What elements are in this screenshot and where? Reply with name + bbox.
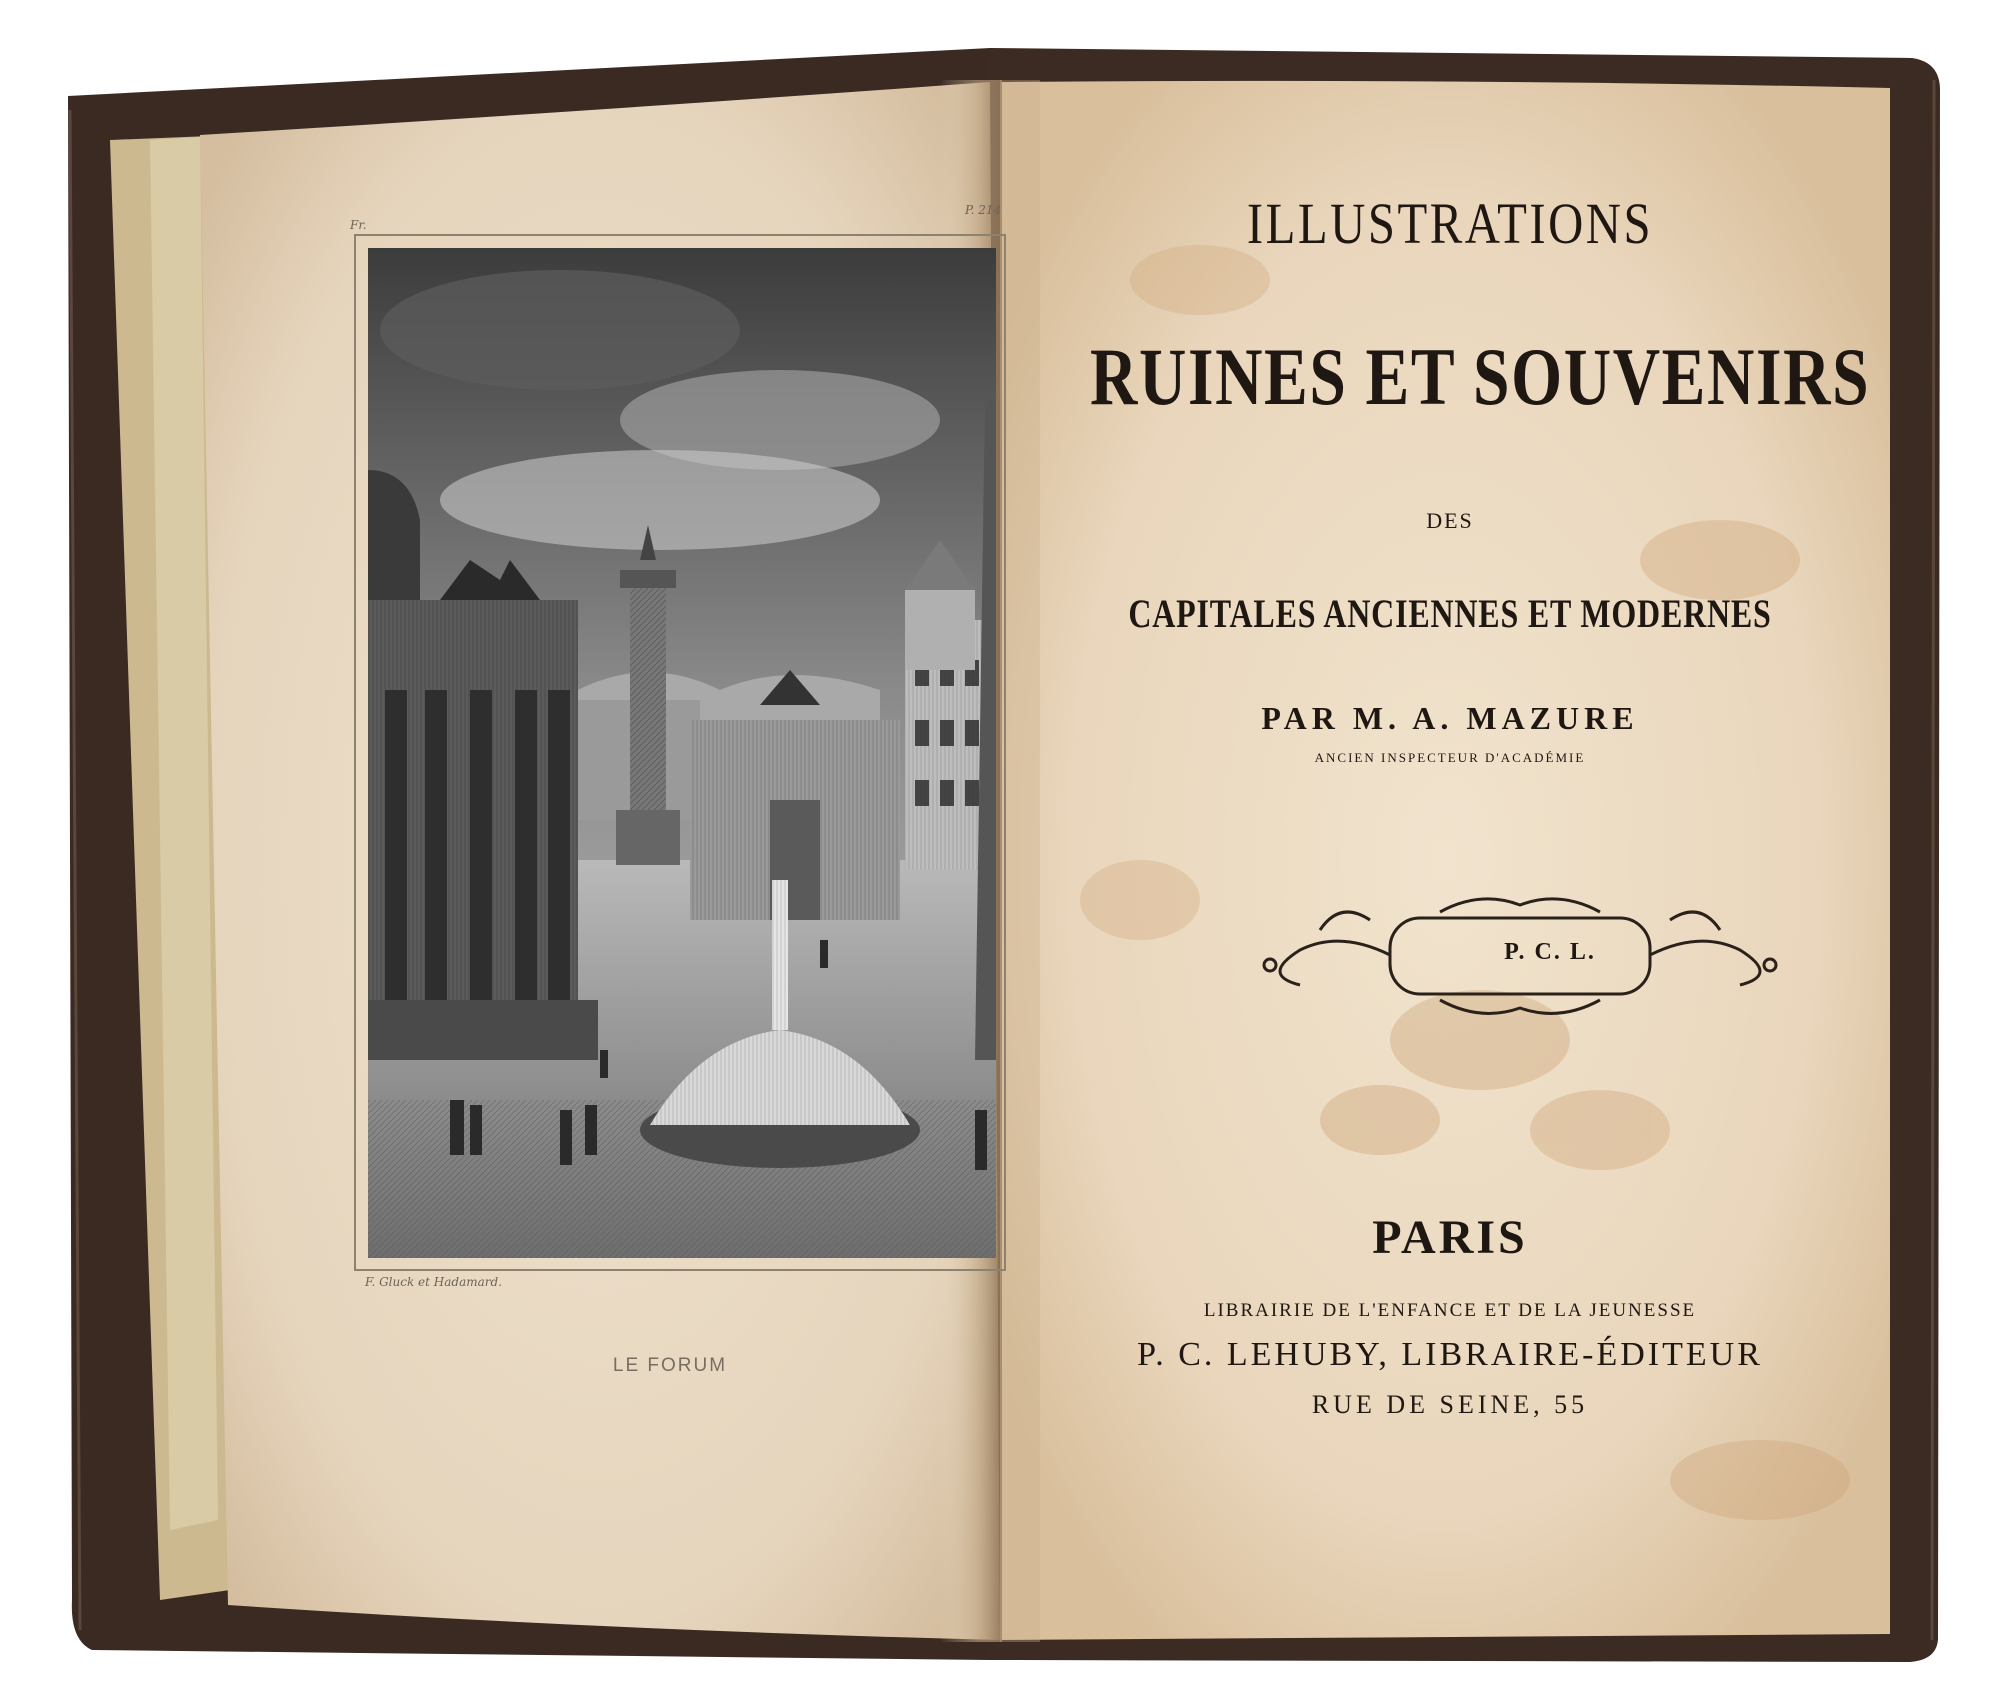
publisher-address: RUE DE SEINE, 55 bbox=[1311, 1390, 1589, 1419]
author-line: PAR M. A. MAZURE bbox=[1261, 700, 1639, 736]
engraver-credit: F. Gluck et Hadamard. bbox=[365, 1275, 503, 1289]
title-line-ruines: RUINES ET SOUVENIRS bbox=[1090, 331, 1871, 422]
author-role: ANCIEN INSPECTEUR D'ACADÉMIE bbox=[1314, 750, 1586, 765]
publisher-monogram: P. C. L. bbox=[1504, 939, 1596, 965]
publisher-line-1: LIBRAIRIE DE L'ENFANCE ET DE LA JEUNESSE bbox=[1203, 1300, 1697, 1321]
imprint-place: PARIS bbox=[1372, 1211, 1528, 1264]
plate-mark-right: P. 214 bbox=[965, 203, 1002, 217]
title-line-capitales: CAPITALES ANCIENNES ET MODERNES bbox=[1128, 591, 1772, 636]
title-line-des: DES bbox=[1426, 508, 1474, 533]
plate-mark-left: Fr. bbox=[350, 218, 367, 232]
forum-engraving bbox=[355, 235, 1005, 1270]
publisher-line-2: P. C. LEHUBY, LIBRAIRE-ÉDITEUR bbox=[1137, 1336, 1763, 1373]
title-line-illustrations: ILLUSTRATIONS bbox=[1246, 191, 1654, 256]
plate-caption: LE FORUM bbox=[612, 1355, 728, 1376]
